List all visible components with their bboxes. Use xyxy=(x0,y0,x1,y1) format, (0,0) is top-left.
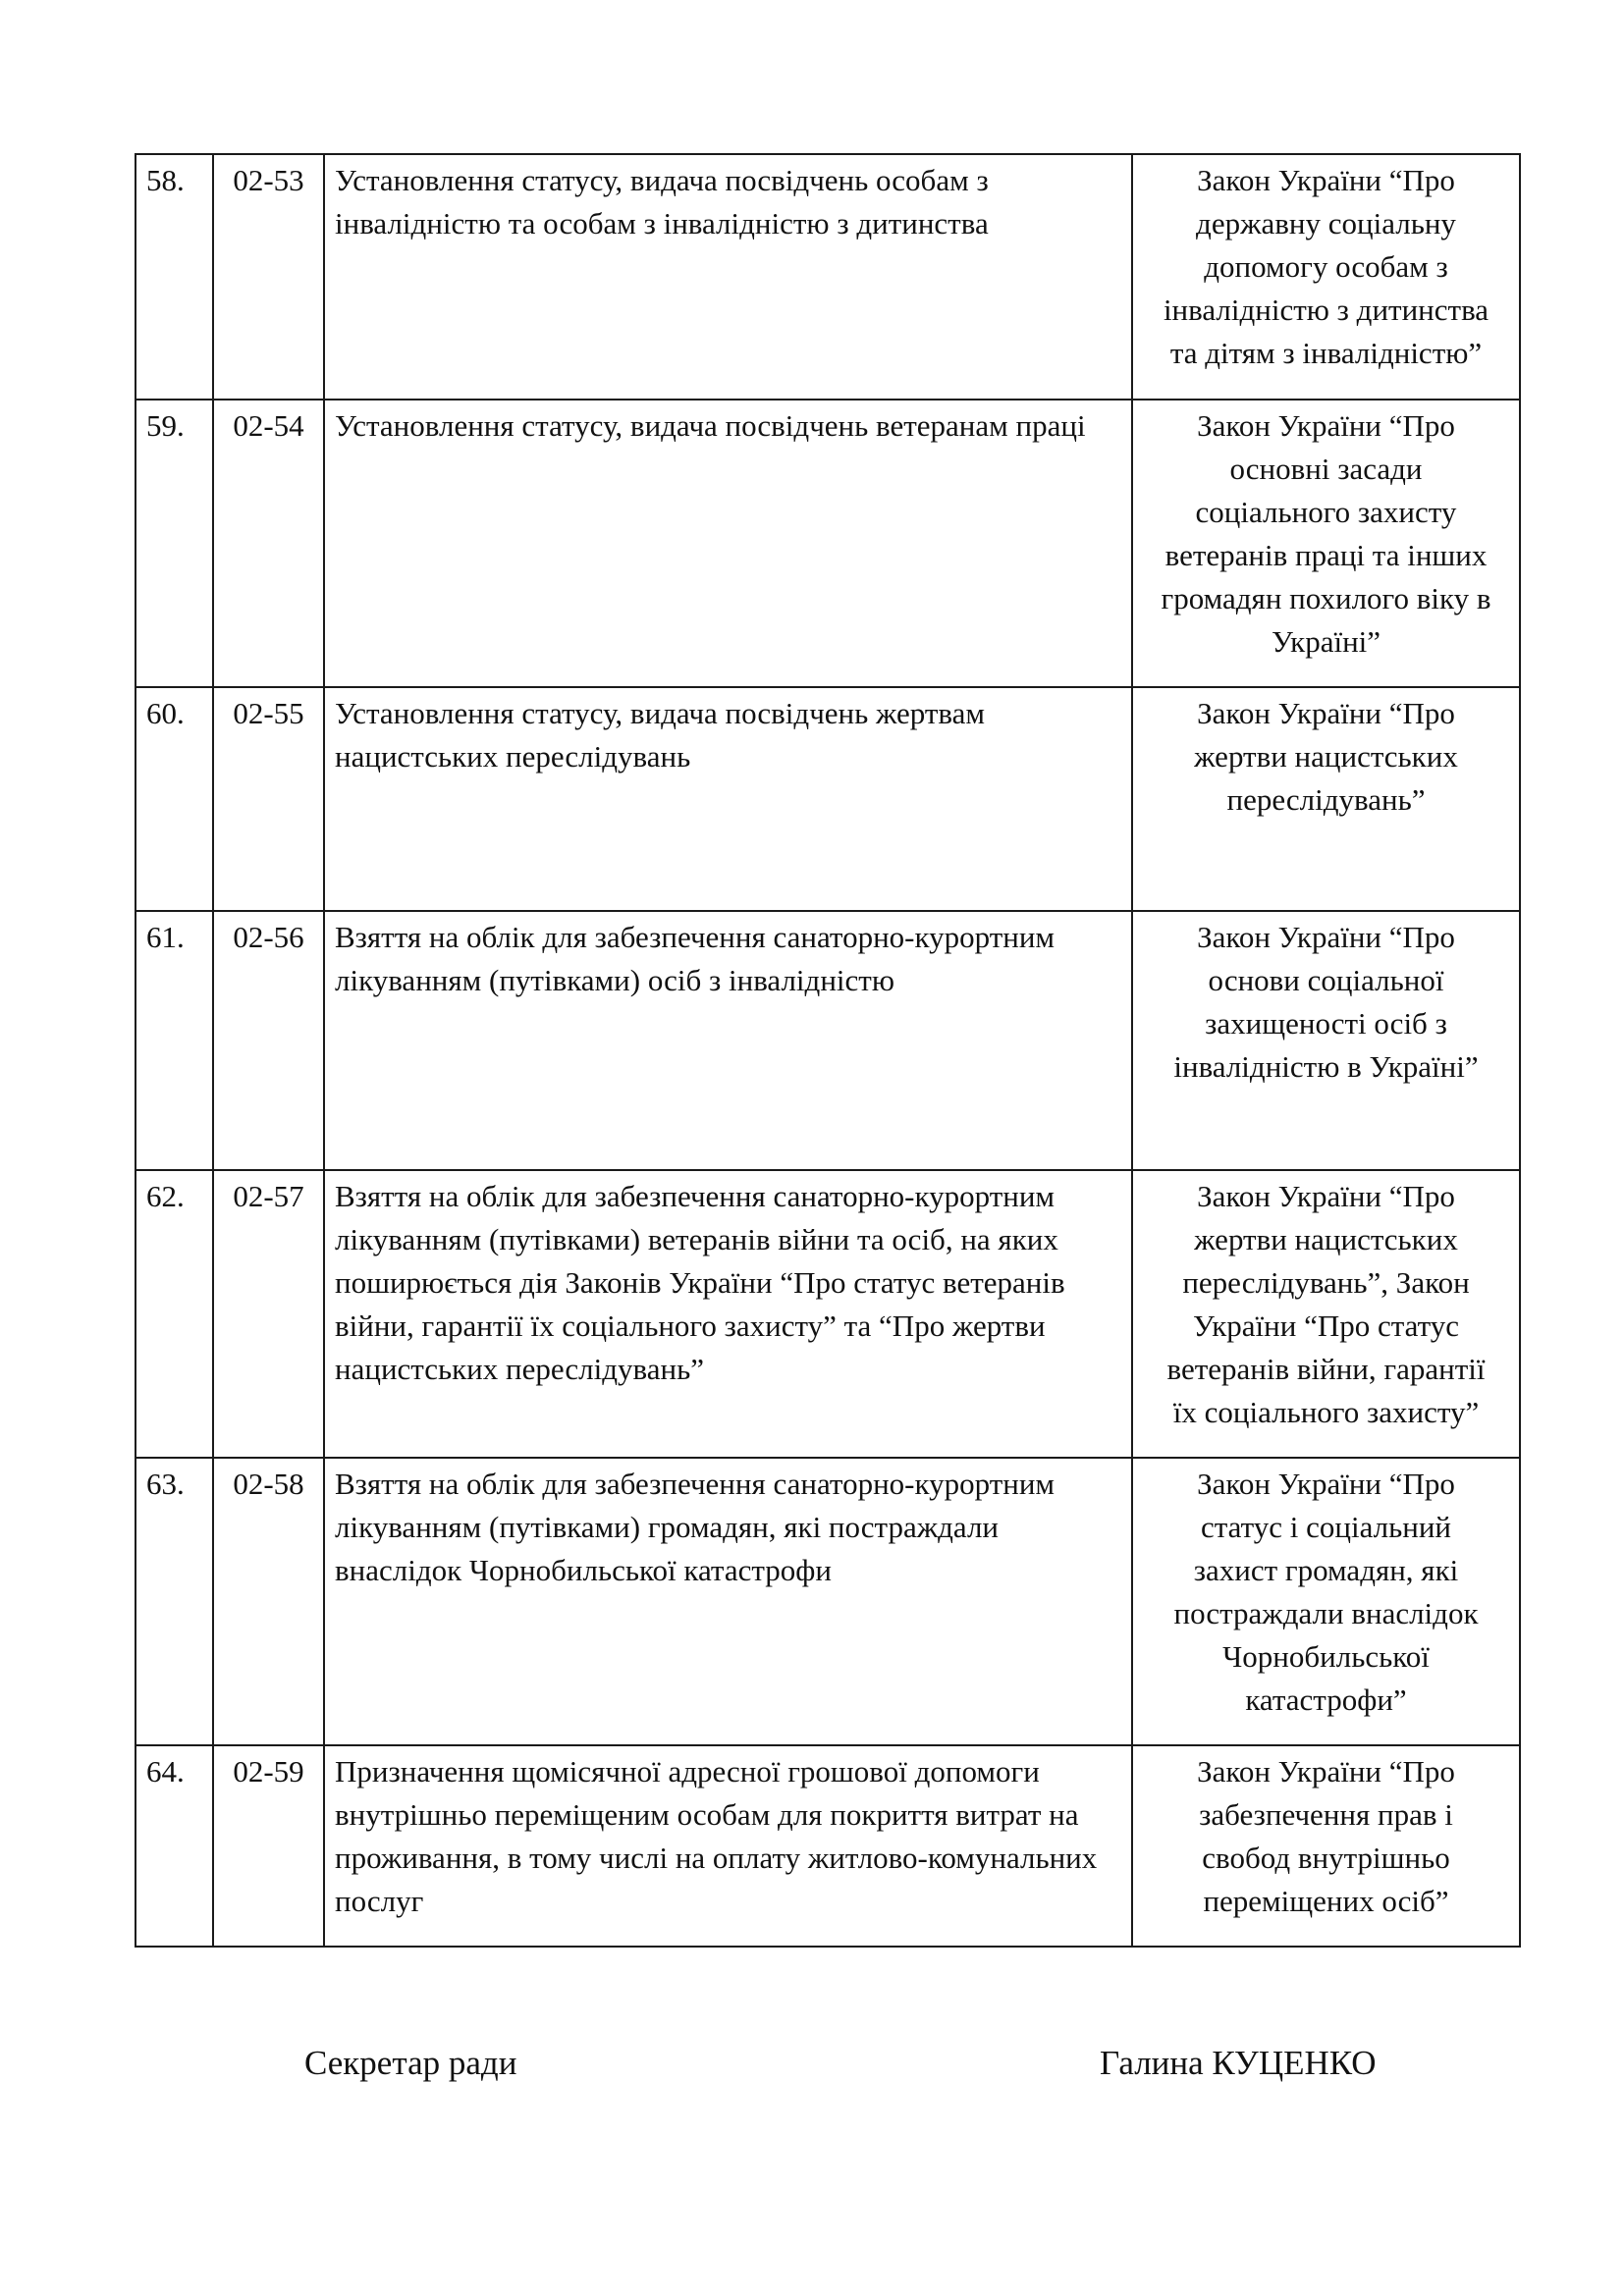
table-row xyxy=(135,1745,1520,1947)
legal-basis xyxy=(1132,687,1520,911)
table-row xyxy=(135,400,1520,687)
legal-basis-line: ветеранів праці та інших xyxy=(1164,538,1488,572)
row-number: 59. xyxy=(135,400,213,687)
service-code: 02-59 xyxy=(213,1745,324,1947)
legal-basis-line: жертви нацистських xyxy=(1194,1222,1458,1256)
service-code: 02-56 xyxy=(213,911,324,1170)
legal-basis-line: основні засади xyxy=(1229,452,1423,486)
legal-basis xyxy=(1132,154,1520,400)
legal-basis-line: переміщених осіб” xyxy=(1203,1884,1449,1918)
legal-basis-line: основи соціальної xyxy=(1208,963,1444,997)
row-number: 60. xyxy=(135,687,213,911)
service-name: Взяття на облік для забезпечення санаторно-курортним лікуванням (путівками) ветеранів війни та осіб, на яких поширюється дія Законів України “Про статус ветеранів війни, гарантії їх соціального захисту” та “Про жертви нацистських переслідувань” xyxy=(324,1170,1132,1458)
row-number: 63. xyxy=(135,1458,213,1745)
legal-basis-line: свобод внутрішньо xyxy=(1202,1841,1450,1875)
table-row xyxy=(135,1170,1520,1458)
legal-basis-line: Закон України “Про xyxy=(1197,696,1455,730)
legal-basis-line: переслідувань”, Закон xyxy=(1182,1265,1470,1300)
table-row xyxy=(135,911,1520,1170)
legal-basis-line: жертви нацистських xyxy=(1194,739,1458,774)
legal-basis-line: постраждали внаслідок xyxy=(1173,1596,1479,1630)
legal-basis-line: громадян похилого віку в xyxy=(1161,581,1491,615)
legal-basis-line: катастрофи” xyxy=(1245,1682,1407,1717)
legal-basis-line: інвалідністю в Україні” xyxy=(1173,1049,1479,1084)
legal-basis-line: Закон України “Про xyxy=(1197,408,1455,443)
legal-basis-line: інвалідністю з дитинства xyxy=(1163,293,1489,327)
legal-basis-line: переслідувань” xyxy=(1226,782,1426,817)
legal-basis-line: ветеранів війни, гарантії xyxy=(1166,1352,1486,1386)
services-table xyxy=(135,153,1521,1948)
legal-basis-line: державну соціальну xyxy=(1196,206,1456,240)
legal-basis-line: України “Про статус xyxy=(1192,1308,1460,1343)
legal-basis-line: захист громадян, які xyxy=(1193,1553,1459,1587)
service-code: 02-57 xyxy=(213,1170,324,1458)
legal-basis-line: Закон України “Про xyxy=(1197,920,1455,954)
service-name: Установлення статусу, видача посвідчень ветеранам праці xyxy=(324,400,1132,687)
legal-basis xyxy=(1132,1458,1520,1745)
table-row xyxy=(135,687,1520,911)
row-number: 58. xyxy=(135,154,213,400)
legal-basis-line: їх соціального захисту” xyxy=(1172,1395,1480,1429)
legal-basis xyxy=(1132,1170,1520,1458)
legal-basis xyxy=(1132,1745,1520,1947)
legal-basis-line: Закон України “Про xyxy=(1197,1179,1455,1213)
legal-basis-line: Чорнобильської xyxy=(1222,1639,1430,1674)
legal-basis xyxy=(1132,911,1520,1170)
service-name: Установлення статусу, видача посвідчень особам з інвалідністю та особам з інвалідністю з дитинства xyxy=(324,154,1132,400)
legal-basis-line: Закон України “Про xyxy=(1197,1467,1455,1501)
row-number: 62. xyxy=(135,1170,213,1458)
table-row xyxy=(135,154,1520,400)
legal-basis-line: Закон України “Про xyxy=(1197,163,1455,197)
signatory-name: Галина КУЦЕНКО xyxy=(1100,2044,1377,2082)
table-row xyxy=(135,1458,1520,1745)
row-number: 61. xyxy=(135,911,213,1170)
legal-basis xyxy=(1132,400,1520,687)
legal-basis-line: Закон України “Про xyxy=(1197,1754,1455,1789)
legal-basis-line: забезпечення прав і xyxy=(1199,1797,1453,1832)
legal-basis-line: та дітям з інвалідністю” xyxy=(1169,336,1483,370)
legal-basis-line: допомогу особам з xyxy=(1204,249,1448,284)
service-code: 02-54 xyxy=(213,400,324,687)
service-code: 02-58 xyxy=(213,1458,324,1745)
service-name: Призначення щомісячної адресної грошової допомоги внутрішньо переміщеним особам для покриття витрат на проживання, в тому числі на оплату житлово-комунальних послуг xyxy=(324,1745,1132,1947)
service-name: Взяття на облік для забезпечення санаторно-курортним лікуванням (путівками) осіб з інвалідністю xyxy=(324,911,1132,1170)
legal-basis-line: захищеності осіб з xyxy=(1205,1006,1447,1041)
legal-basis-line: Україні” xyxy=(1271,624,1381,659)
service-name: Установлення статусу, видача посвідчень жертвам нацистських переслідувань xyxy=(324,687,1132,911)
legal-basis-line: соціального захисту xyxy=(1195,495,1457,529)
service-name: Взяття на облік для забезпечення санаторно-курортним лікуванням (путівками) громадян, які постраждали внаслідок Чорнобильської катастрофи xyxy=(324,1458,1132,1745)
service-code: 02-55 xyxy=(213,687,324,911)
legal-basis-line: статус і соціальний xyxy=(1200,1510,1452,1544)
row-number: 64. xyxy=(135,1745,213,1947)
service-code: 02-53 xyxy=(213,154,324,400)
signatory-position: Секретар ради xyxy=(304,2044,517,2082)
